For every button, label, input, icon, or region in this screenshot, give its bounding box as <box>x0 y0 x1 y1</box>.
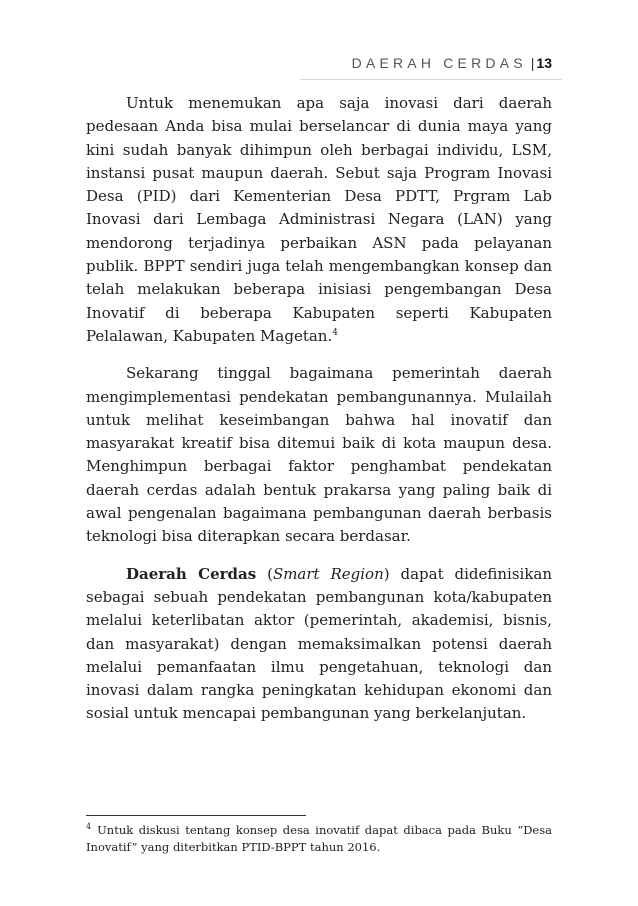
header-separator: | <box>530 55 535 71</box>
page-number: 13 <box>536 55 552 71</box>
footnote-rule <box>86 815 306 816</box>
footnote-number: 4 <box>86 822 92 832</box>
paragraph-3 <box>86 563 552 726</box>
footnote-text: Untuk diskusi tentang konsep desa inovatif dapat dibaca pada Buku “Desa Inovatif” yang diterbitkan PTID-BPPT tahun 2016. <box>86 823 552 854</box>
footnote-reference[interactable]: 4 <box>332 327 338 338</box>
term-daerah-cerdas: Daerah Cerdas <box>126 564 257 583</box>
paragraph-2: Sekarang tinggal bagaimana pemerintah daerah mengimplementasi pendekatan pembangunannya. Mulailah untuk melihat keseimbangan bahwa hal inovatif dan masyarakat kreatif bisa ditemui baik di kota maupun desa. Menghimpun berbagai faktor penghambat pendekatan daerah cerdas adalah bentuk prakarsa yang paling baik di awal pengenalan bagaimana pembangunan daerah berbasis teknologi bisa diterapkan secara berdasar. <box>86 364 552 546</box>
paragraph-1 <box>86 92 552 348</box>
header-rule <box>300 79 562 80</box>
running-title: DAERAH CERDAS <box>351 55 527 71</box>
open-paren: ( <box>256 564 273 583</box>
term-smart-region: Smart Region <box>272 564 384 583</box>
running-header <box>86 55 552 71</box>
body-text <box>86 92 552 740</box>
paragraph-1-text: Untuk menemukan apa saja inovasi dari daerah pedesaan Anda bisa mulai berselancar di dunia maya yang kini sudah banyak dihimpun oleh berbagai individu, LSM, instansi pusat maupun daerah. Sebut saja Program Inovasi Desa (PID) dari Kementerian Desa PDTT, Prgram Lab Inovasi dari Lembaga Administrasi Negara (LAN) yang mendorong terjadinya perbaikan ASN pada pelayanan publik. BPPT sendiri juga telah mengembangkan konsep dan telah melakukan beberapa inisiasi pengembangan Desa Inovatif di beberapa Kabupaten seperti Kabupaten Pelalawan, Kabupaten Magetan. <box>86 94 552 345</box>
paragraph-3-text: ) dapat didefinisikan sebagai sebuah pendekatan pembangunan kota/kabupaten melalui keterlibatan aktor (pemerintah, akademisi, bisnis, dan masyarakat) dengan memaksimalkan potensi daerah melalui pemanfaatan ilmu pengetahuan, teknologi dan inovasi dalam rangka peningkatan kehidupan ekonomi dan sosial untuk mencapai pembangunan yang berkelanjutan. <box>86 564 553 723</box>
footnote <box>86 822 552 856</box>
